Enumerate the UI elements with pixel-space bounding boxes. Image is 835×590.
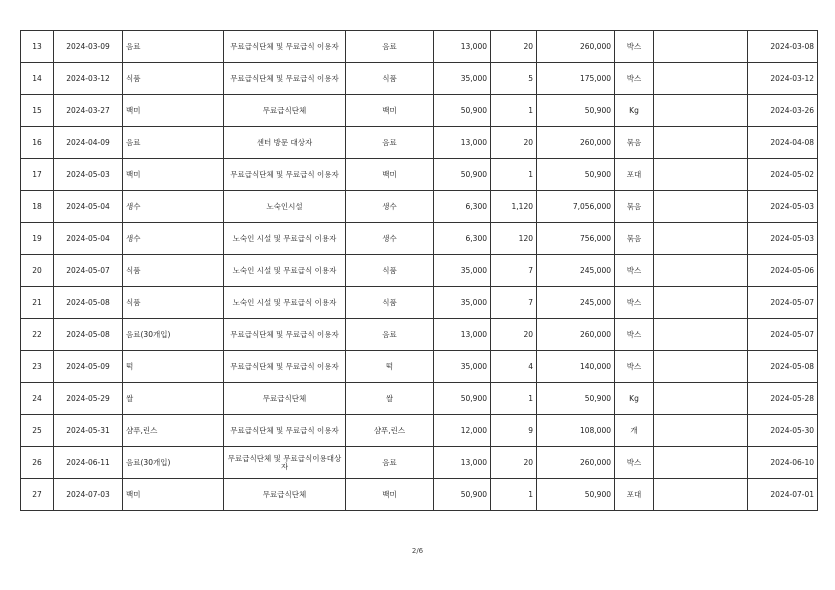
- note-cell: [654, 95, 748, 127]
- note-cell: [654, 223, 748, 255]
- row-number-cell: 22: [21, 319, 54, 351]
- date-cell: 2024-05-04: [54, 191, 123, 223]
- amount-cell: 50,900: [537, 159, 615, 191]
- category-cell: 음료: [346, 31, 434, 63]
- quantity-cell: 1: [491, 479, 537, 511]
- unit-cell: 묶음: [615, 191, 654, 223]
- amount-cell: 50,900: [537, 479, 615, 511]
- date-cell: 2024-05-04: [54, 223, 123, 255]
- row-number-cell: 17: [21, 159, 54, 191]
- unit-cell: 포대: [615, 159, 654, 191]
- recipient-cell: 무료급식단체 및 무료급식 이용자: [224, 31, 346, 63]
- unit-price-cell: 6,300: [434, 223, 491, 255]
- item-cell: 음료: [123, 127, 224, 159]
- row-number-cell: 13: [21, 31, 54, 63]
- date-cell: 2024-05-31: [54, 415, 123, 447]
- note-cell: [654, 127, 748, 159]
- unit-cell: 박스: [615, 319, 654, 351]
- category-cell: 음료: [346, 127, 434, 159]
- amount-cell: 108,000: [537, 415, 615, 447]
- note-cell: [654, 479, 748, 511]
- amount-cell: 7,056,000: [537, 191, 615, 223]
- recipient-cell: 무료급식단체 및 무료급식 이용자: [224, 159, 346, 191]
- amount-cell: 260,000: [537, 319, 615, 351]
- unit-cell: Kg: [615, 383, 654, 415]
- item-cell: 백미: [123, 479, 224, 511]
- item-cell: 생수: [123, 223, 224, 255]
- unit-cell: 묶음: [615, 223, 654, 255]
- note-cell: [654, 415, 748, 447]
- category-cell: 샴푸,린스: [346, 415, 434, 447]
- table-row: [21, 479, 818, 511]
- unit-price-cell: 12,000: [434, 415, 491, 447]
- quantity-cell: 7: [491, 255, 537, 287]
- quantity-cell: 20: [491, 31, 537, 63]
- unit-price-cell: 35,000: [434, 287, 491, 319]
- unit-cell: 박스: [615, 287, 654, 319]
- recipient-cell: 무료급식단체 및 무료급식 이용자: [224, 63, 346, 95]
- table-row: [21, 319, 818, 351]
- amount-cell: 175,000: [537, 63, 615, 95]
- table-row: [21, 159, 818, 191]
- category-cell: 백미: [346, 479, 434, 511]
- table-row: [21, 63, 818, 95]
- date-cell: 2024-05-09: [54, 351, 123, 383]
- item-cell: 생수: [123, 191, 224, 223]
- receipt-date-cell: 2024-05-30: [748, 415, 818, 447]
- receipt-date-cell: 2024-05-03: [748, 191, 818, 223]
- quantity-cell: 20: [491, 319, 537, 351]
- recipient-cell: 노숙인 시설 및 무료급식 이용자: [224, 223, 346, 255]
- table-row: [21, 415, 818, 447]
- recipient-cell: 무료급식단체 및 무료급식 이용자: [224, 415, 346, 447]
- category-cell: 음료: [346, 447, 434, 479]
- item-cell: 식품: [123, 63, 224, 95]
- date-cell: 2024-06-11: [54, 447, 123, 479]
- row-number-cell: 26: [21, 447, 54, 479]
- unit-cell: 개: [615, 415, 654, 447]
- amount-cell: 245,000: [537, 287, 615, 319]
- row-number-cell: 27: [21, 479, 54, 511]
- unit-price-cell: 50,900: [434, 479, 491, 511]
- recipient-cell: 노숙인시설: [224, 191, 346, 223]
- quantity-cell: 1: [491, 95, 537, 127]
- quantity-cell: 5: [491, 63, 537, 95]
- receipt-date-cell: 2024-05-08: [748, 351, 818, 383]
- table-row: [21, 223, 818, 255]
- receipt-date-cell: 2024-03-12: [748, 63, 818, 95]
- unit-cell: 묶음: [615, 127, 654, 159]
- item-cell: 음료(30개입): [123, 319, 224, 351]
- note-cell: [654, 191, 748, 223]
- note-cell: [654, 255, 748, 287]
- row-number-cell: 15: [21, 95, 54, 127]
- category-cell: 생수: [346, 223, 434, 255]
- quantity-cell: 1: [491, 159, 537, 191]
- note-cell: [654, 159, 748, 191]
- row-number-cell: 23: [21, 351, 54, 383]
- unit-price-cell: 35,000: [434, 255, 491, 287]
- quantity-cell: 1,120: [491, 191, 537, 223]
- date-cell: 2024-05-29: [54, 383, 123, 415]
- unit-price-cell: 35,000: [434, 63, 491, 95]
- unit-cell: 박스: [615, 447, 654, 479]
- recipient-cell: 무료급식단체 및 무료급식 이용자: [224, 351, 346, 383]
- amount-cell: 50,900: [537, 95, 615, 127]
- table-row: [21, 287, 818, 319]
- receipt-date-cell: 2024-05-07: [748, 319, 818, 351]
- page-number: 2/6: [411, 547, 424, 555]
- receipt-date-cell: 2024-05-02: [748, 159, 818, 191]
- amount-cell: 260,000: [537, 31, 615, 63]
- receipt-date-cell: 2024-05-07: [748, 287, 818, 319]
- quantity-cell: 20: [491, 127, 537, 159]
- date-cell: 2024-05-03: [54, 159, 123, 191]
- donation-table: [20, 30, 818, 511]
- row-number-cell: 21: [21, 287, 54, 319]
- date-cell: 2024-03-12: [54, 63, 123, 95]
- unit-price-cell: 50,900: [434, 383, 491, 415]
- table-row: [21, 383, 818, 415]
- note-cell: [654, 319, 748, 351]
- quantity-cell: 1: [491, 383, 537, 415]
- unit-cell: 박스: [615, 351, 654, 383]
- note-cell: [654, 31, 748, 63]
- table-row: [21, 255, 818, 287]
- note-cell: [654, 351, 748, 383]
- row-number-cell: 24: [21, 383, 54, 415]
- table-row: [21, 127, 818, 159]
- category-cell: 백미: [346, 159, 434, 191]
- unit-price-cell: 50,900: [434, 159, 491, 191]
- table-row: [21, 191, 818, 223]
- category-cell: 백미: [346, 95, 434, 127]
- note-cell: [654, 287, 748, 319]
- table-body: [21, 31, 818, 511]
- category-cell: 식품: [346, 287, 434, 319]
- unit-price-cell: 13,000: [434, 447, 491, 479]
- table-row: [21, 351, 818, 383]
- unit-price-cell: 13,000: [434, 31, 491, 63]
- quantity-cell: 4: [491, 351, 537, 383]
- row-number-cell: 19: [21, 223, 54, 255]
- unit-price-cell: 50,900: [434, 95, 491, 127]
- row-number-cell: 14: [21, 63, 54, 95]
- row-number-cell: 25: [21, 415, 54, 447]
- table-row: [21, 447, 818, 479]
- row-number-cell: 16: [21, 127, 54, 159]
- date-cell: 2024-05-07: [54, 255, 123, 287]
- category-cell: 떡: [346, 351, 434, 383]
- amount-cell: 260,000: [537, 447, 615, 479]
- quantity-cell: 9: [491, 415, 537, 447]
- item-cell: 백미: [123, 95, 224, 127]
- note-cell: [654, 63, 748, 95]
- date-cell: 2024-03-09: [54, 31, 123, 63]
- date-cell: 2024-03-27: [54, 95, 123, 127]
- recipient-cell: 노숙인 시설 및 무료급식 이용자: [224, 255, 346, 287]
- quantity-cell: 120: [491, 223, 537, 255]
- category-cell: 식품: [346, 255, 434, 287]
- receipt-date-cell: 2024-03-26: [748, 95, 818, 127]
- unit-price-cell: 6,300: [434, 191, 491, 223]
- receipt-date-cell: 2024-05-28: [748, 383, 818, 415]
- recipient-cell: 무료급식단체: [224, 95, 346, 127]
- receipt-date-cell: 2024-05-03: [748, 223, 818, 255]
- amount-cell: 756,000: [537, 223, 615, 255]
- amount-cell: 245,000: [537, 255, 615, 287]
- unit-cell: 박스: [615, 63, 654, 95]
- category-cell: 음료: [346, 319, 434, 351]
- category-cell: 생수: [346, 191, 434, 223]
- category-cell: 쌀: [346, 383, 434, 415]
- item-cell: 음료(30개입): [123, 447, 224, 479]
- receipt-date-cell: 2024-06-10: [748, 447, 818, 479]
- item-cell: 식품: [123, 255, 224, 287]
- unit-cell: Kg: [615, 95, 654, 127]
- table-row: [21, 31, 818, 63]
- recipient-cell: 무료급식단체 및 무료급식이용대상자: [224, 447, 346, 479]
- date-cell: 2024-07-03: [54, 479, 123, 511]
- amount-cell: 260,000: [537, 127, 615, 159]
- receipt-date-cell: 2024-04-08: [748, 127, 818, 159]
- unit-cell: 박스: [615, 255, 654, 287]
- date-cell: 2024-04-09: [54, 127, 123, 159]
- item-cell: 백미: [123, 159, 224, 191]
- note-cell: [654, 383, 748, 415]
- category-cell: 식품: [346, 63, 434, 95]
- item-cell: 쌀: [123, 383, 224, 415]
- quantity-cell: 7: [491, 287, 537, 319]
- date-cell: 2024-05-08: [54, 319, 123, 351]
- recipient-cell: 무료급식단체 및 무료급식 이용자: [224, 319, 346, 351]
- unit-cell: 박스: [615, 31, 654, 63]
- date-cell: 2024-05-08: [54, 287, 123, 319]
- quantity-cell: 20: [491, 447, 537, 479]
- recipient-cell: 센터 방문 대상자: [224, 127, 346, 159]
- unit-cell: 포대: [615, 479, 654, 511]
- receipt-date-cell: 2024-05-06: [748, 255, 818, 287]
- unit-price-cell: 13,000: [434, 127, 491, 159]
- recipient-cell: 무료급식단체: [224, 383, 346, 415]
- receipt-date-cell: 2024-03-08: [748, 31, 818, 63]
- note-cell: [654, 447, 748, 479]
- amount-cell: 50,900: [537, 383, 615, 415]
- table-row: [21, 95, 818, 127]
- unit-price-cell: 13,000: [434, 319, 491, 351]
- item-cell: 음료: [123, 31, 224, 63]
- row-number-cell: 20: [21, 255, 54, 287]
- recipient-cell: 노숙인 시설 및 무료급식 이용자: [224, 287, 346, 319]
- item-cell: 식품: [123, 287, 224, 319]
- receipt-date-cell: 2024-07-01: [748, 479, 818, 511]
- item-cell: 샴푸,린스: [123, 415, 224, 447]
- row-number-cell: 18: [21, 191, 54, 223]
- amount-cell: 140,000: [537, 351, 615, 383]
- unit-price-cell: 35,000: [434, 351, 491, 383]
- recipient-cell: 무료급식단체: [224, 479, 346, 511]
- item-cell: 떡: [123, 351, 224, 383]
